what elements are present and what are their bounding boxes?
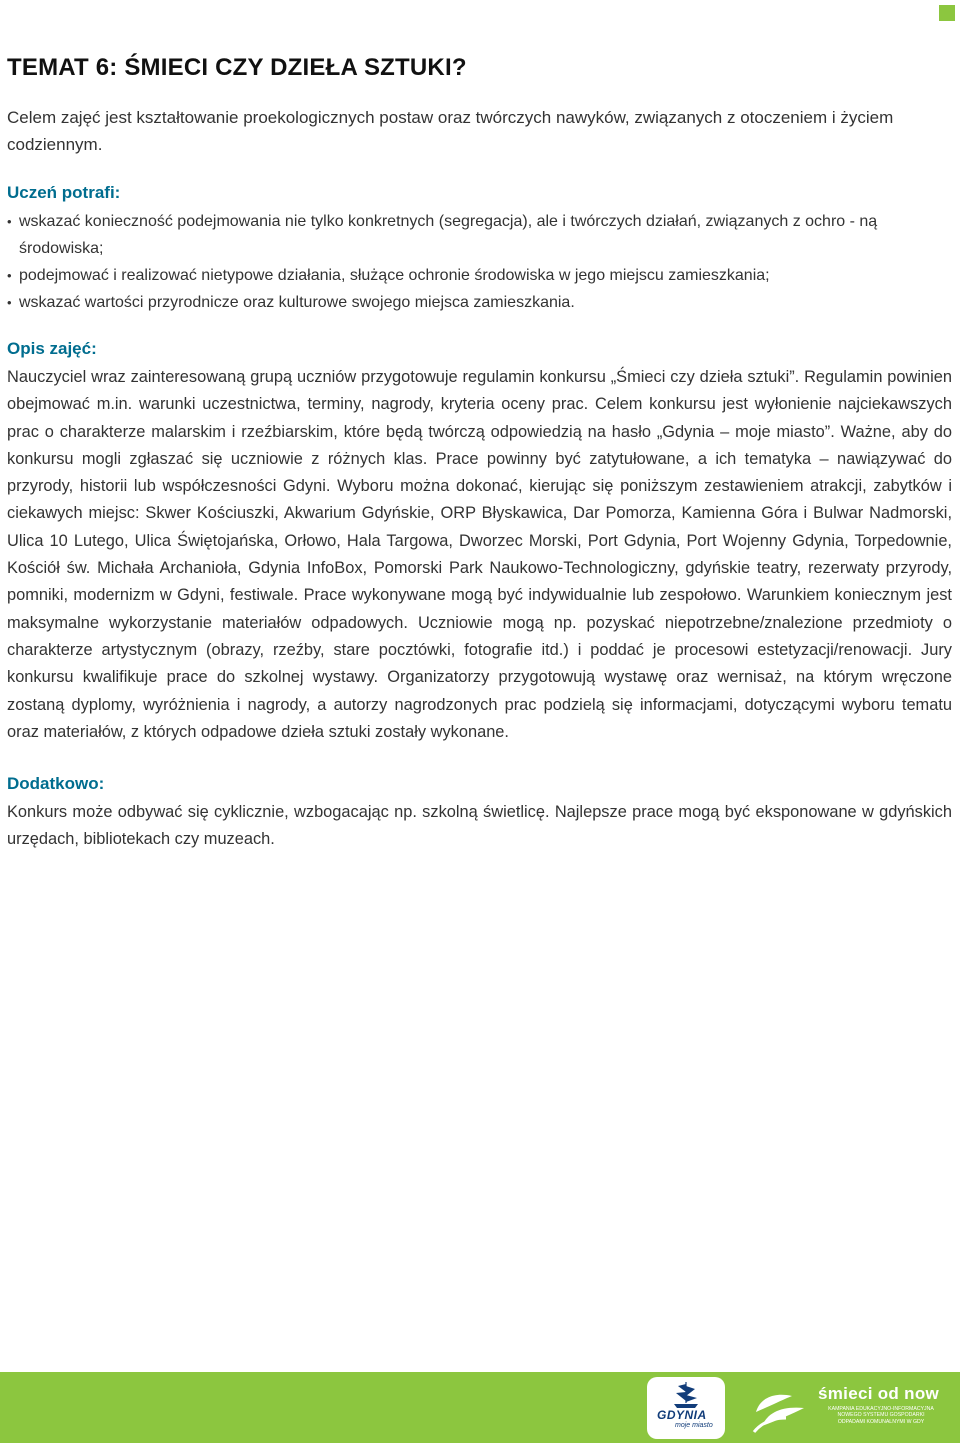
- tagline-line: ODPADAMI KOMUNALNYMI W GDY: [837, 1418, 925, 1425]
- extra-section: [7, 771, 952, 854]
- skills-section: [7, 180, 952, 316]
- description-heading: Opis zajęć:: [7, 339, 97, 358]
- corner-accent: [939, 5, 955, 21]
- extra-text: Konkurs może odbywać się cyklicznie, wzbogacając np. szkolną świetlicę. Najlepsze prace mogą być eksponowane w gdyńskich urzędach, bibliotekach czy muzeach.: [7, 803, 952, 849]
- extra-heading: Dodatkowo:: [7, 774, 105, 794]
- description-text: Nauczyciel wraz zainteresowaną grupą uczniów przygotowuje regulamin konkursu „Śmieci czy dzieła sztuki”. Regulamin powinien obejmować m.in. warunki uczestnictwa, terminy, nagrody, kryteria oceny prac. Celem konkursu jest wyłonienie najciekawszych prac o charakterze malarskim i rzeźbiarskim, które będą twórczą odpowiedzią na hasło „Gdynia – moje miasto”. Ważne, aby do konkursu mogli zgłaszać się uczniowie z różnych klas. Prace powinny być zatytułowane, a ich tematyka – nawiązywać do przyrody, historii lub współczesności Gdyni. Wyboru można dokonać, kierując się poniższym zestawieniem atrakcji, zabytków i ciekawych miejsc: Skwer Kościuszki, Akwarium Gdyńskie, ORP Błyskawica, Dar Pomorza, Kamienna Góra i Bulwar Nadmorski, Ulica 10 Lutego, Ulica Świętojańska, Orłowo, Hala Targowa, Dworzec Morski, Port Gdynia, Port Wojenny Gdynia, Torpedownie, Kościół św. Michała Archanioła, Gdynia InfoBox, Pomorski Park Naukowo-Technologiczny, gdyńskie teatry, rezerwaty przyrody, pomniki, modernizm w Gdyni, festiwale. Prace wykonywane mogą być indywidualnie lub zespołowo. Warunkiem koniecznym jest maksymalne wykorzystanie materiałów odpadowych. Uczniowie mogą np. pozyskać niepotrzebne/znalezione przedmioty o charakterze artystycznym (obrazy, rzeźby, stare pocztówki, fotografie itd.) i poddać je procesowi estetyzacji/renowacji. Jury konkursu kwalifikuje prace do szkolnej wystawy. Organizatorzy przygotowują wystawę oraz wernisaż, na którym wręczone zostaną dyplomy, wyróżnienia i nagrody, a autorzy nagrodzonych prac podzielą się informacjami, dotyczącymi wyboru tematu oraz materiałów, z których odpadowe dzieła sztuki zostały wykonane.: [7, 368, 952, 741]
- list-item: • wskazać konieczność podejmowania nie tylko konkretnych (segregacja), ale i twórczych działań, związanych z ochro - ną środowiska;: [7, 208, 952, 262]
- leaf-icon: [752, 1382, 808, 1434]
- document-body: [7, 52, 952, 854]
- skills-list: [7, 208, 952, 316]
- logo-subtext: moje miasto: [675, 1422, 713, 1429]
- tagline-line: KAMPANIA EDUKACYJNO-INFORMACYJNA: [828, 1406, 934, 1412]
- tagline-line: NOWEGO SYSTEMU GOSPODARKI: [837, 1412, 925, 1419]
- skills-heading: Uczeń potrafi:: [7, 183, 121, 202]
- brand-title: śmieci od now: [818, 1384, 940, 1403]
- description-section: [7, 336, 952, 746]
- list-item: • podejmować i realizować nietypowe działania, służące ochronie środowiska w jego miejscu zamieszkania;: [7, 262, 952, 289]
- lead-paragraph: Celem zajęć jest kształtowanie proekologicznych postaw oraz twórczych nawyków, związanych z otoczeniem i życiem codziennym.: [7, 108, 894, 154]
- gdynia-logo: [647, 1377, 725, 1439]
- brand-tagline: [826, 1406, 936, 1425]
- page-title: TEMAT 6: ŚMIECI CZY DZIEŁA SZTUKI?: [7, 54, 467, 81]
- ship-icon: [666, 1380, 706, 1410]
- logo-text: GDYNIA: [657, 1408, 707, 1422]
- footer-bar: [0, 1372, 960, 1443]
- list-item: • wskazać wartości przyrodnicze oraz kulturowe swojego miejsca zamieszkania.: [7, 289, 952, 316]
